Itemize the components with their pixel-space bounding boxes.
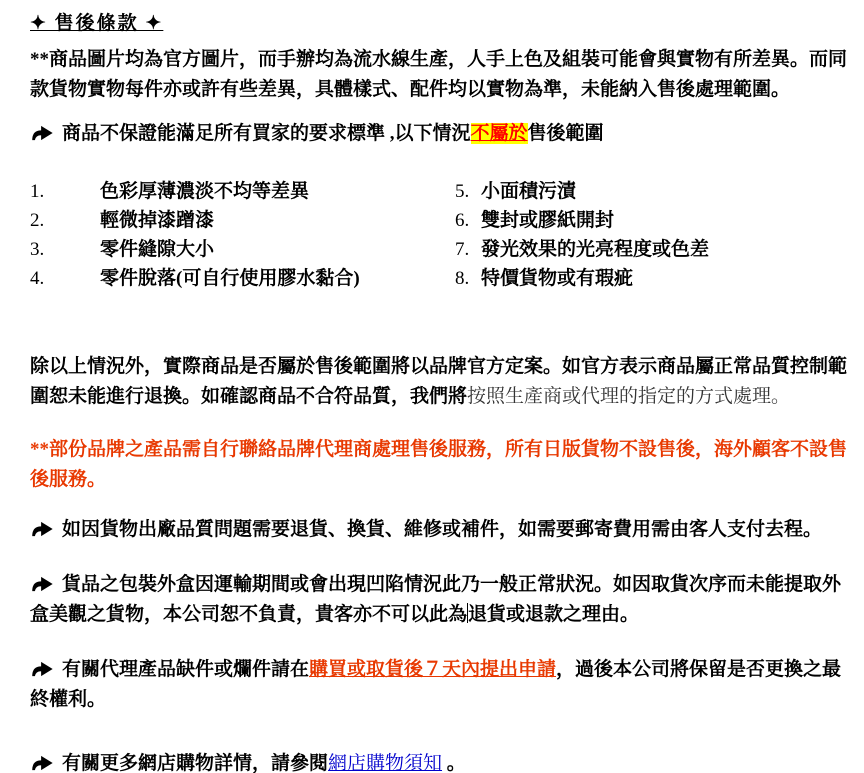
right-arrow-icon (30, 661, 54, 677)
list-item-number: 8. (455, 268, 470, 289)
right-arrow-icon (30, 125, 54, 141)
store-shopping-notice-link[interactable]: 網店購物須知 (328, 753, 443, 773)
not-covered-list-left (30, 177, 455, 293)
not-covered-heading (30, 119, 848, 149)
right-arrow-icon (30, 576, 54, 592)
list-item (455, 206, 848, 235)
not-covered-list (30, 177, 848, 293)
not-covered-highlight: 不屬於 (470, 123, 528, 144)
list-item (455, 264, 848, 293)
official-decision-light: 按照生產商或代理的指定的方式處理。 (467, 386, 791, 407)
right-arrow-icon (30, 755, 54, 771)
list-item-text: 雙封或膠紙開封 (481, 210, 615, 231)
packaging-bullet (30, 570, 848, 630)
quality-return-bullet (30, 515, 848, 545)
defect-claim-prefix: 有關代理產品缺件或爛件請在 (62, 659, 310, 680)
defect-claim-suffix: ，過後本公司將保留是否更換之最終權利。 (30, 659, 842, 710)
packaging-text-part1: 貨品之包裝外盒因運輸期間或會出現凹陷情況此乃一般正常狀況。如因取貨次序而未能提取外盒美觀之貨物，本公司恕不負責，貴客亦不可以此為 (30, 574, 842, 625)
list-item-number: 7. (455, 239, 470, 260)
list-item-text: 輕微掉漆蹭漆 (100, 210, 215, 231)
list-item-number: 4. (30, 268, 45, 289)
list-item-number: 3. (30, 239, 45, 260)
list-item-text: 零件脫落(可自行使用膠水黏合) (100, 268, 360, 289)
right-arrow-icon (30, 521, 54, 537)
not-covered-suffix: 售後範圍 (527, 123, 604, 144)
more-info-bullet (30, 749, 848, 773)
not-covered-list-right (455, 177, 848, 293)
page-title: ✦ 售後條款 ✦ (30, 13, 164, 34)
list-item-text: 色彩厚薄濃淡不均等差異 (100, 181, 310, 202)
list-item (30, 264, 455, 293)
list-item-text: 特價貨物或有瑕疵 (481, 268, 634, 289)
defect-claim-bullet (30, 655, 848, 715)
defect-claim-deadline: 購買或取貨後７天內提出申請 (309, 659, 557, 680)
list-item (30, 177, 455, 206)
list-item-text: 零件縫隙大小 (100, 239, 215, 260)
list-item-text: 小面積污漬 (481, 181, 577, 202)
list-item (30, 206, 455, 235)
list-item (455, 235, 848, 264)
list-item-number: 2. (30, 210, 45, 231)
packaging-text-part2: 退貨或退款之理由。 (468, 604, 640, 625)
list-item-number: 6. (455, 210, 470, 231)
official-decision-normal: 除以上情況外，實際商品是否屬於售後範圍將以品牌官方定案。如官方表示商品屬正常品質控制範圍恕未能進行退換。如確認商品不合符品質，我們將 (30, 356, 848, 407)
not-covered-prefix: 商品不保證能滿足所有買家的要求標準 ,以下情況 (62, 123, 471, 144)
list-item (30, 235, 455, 264)
more-info-suffix: 。 (442, 753, 466, 773)
official-decision-paragraph (30, 352, 848, 412)
more-info-prefix: 有關更多網店購物詳情，請參閱 (62, 753, 329, 773)
list-item-text: 發光效果的光亮程度或色差 (481, 239, 710, 260)
intro-paragraph: **商品圖片均為官方圖片，而手辦均為流水線生產，人手上色及組裝可能會與實物有所差異。而同款貨物實物每件亦或許有些差異，具體樣式、配件均以實物為準，未能納入售後處理範圍。 (30, 49, 848, 100)
list-item-number: 5. (455, 181, 470, 202)
list-item-number: 1. (30, 181, 45, 202)
quality-return-text: 如因貨物出廠品質問題需要退貨、換貨、維修或補件，如需要郵寄費用需由客人支付去程。 (62, 519, 823, 540)
list-item (455, 177, 848, 206)
brand-notice-paragraph: **部份品牌之產品需自行聯絡品牌代理商處理售後服務，所有日版貨物不設售後，海外顧客不設售後服務。 (30, 439, 848, 490)
